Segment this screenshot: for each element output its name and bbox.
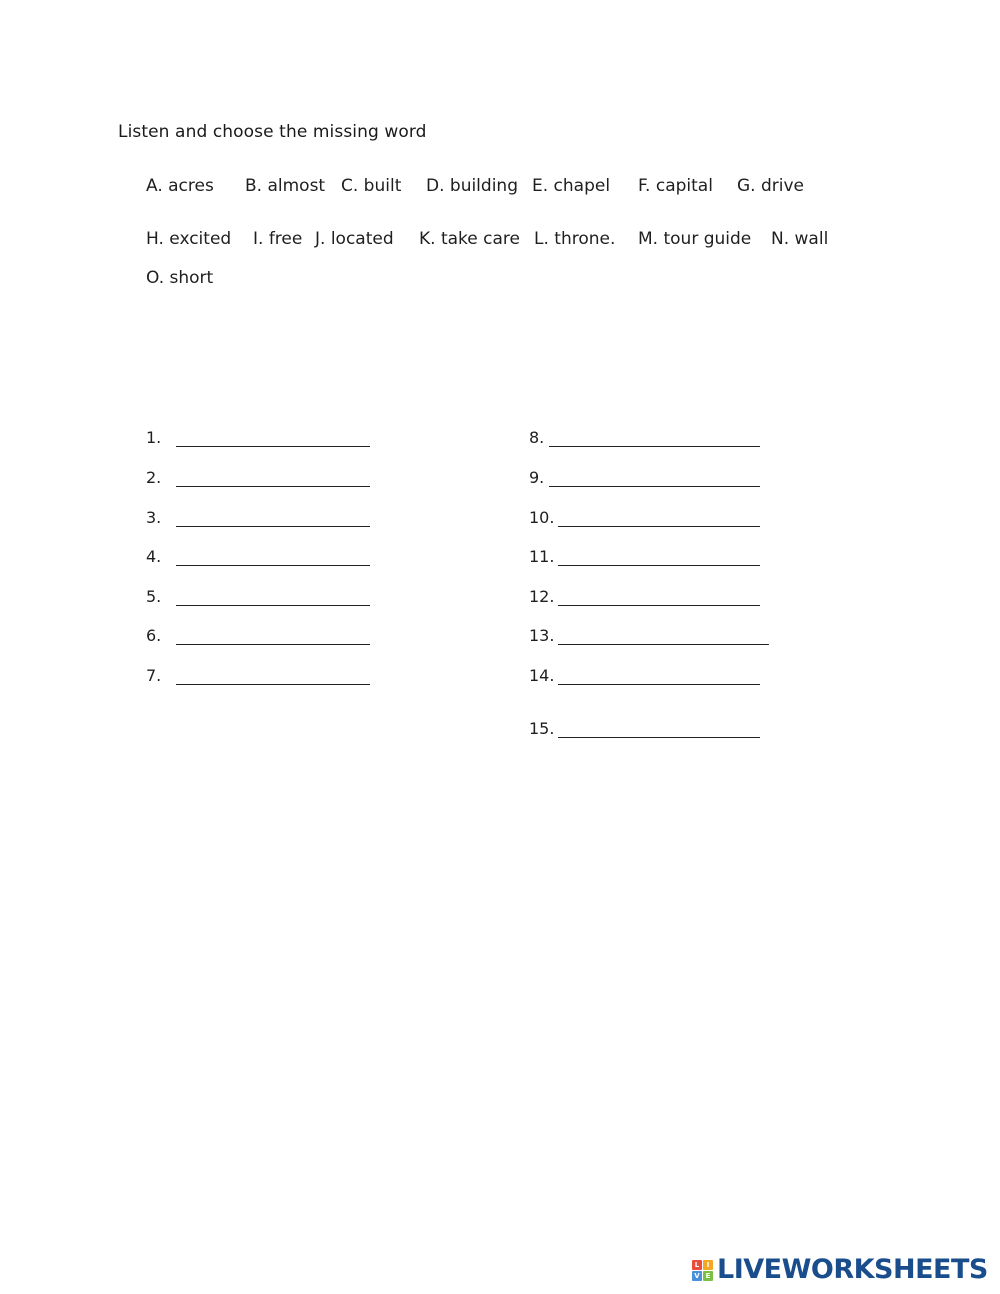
word-bank-item-a: A. acres (146, 176, 214, 196)
answer-blank-14[interactable] (558, 684, 760, 685)
word-bank-item-e: E. chapel (532, 176, 611, 196)
answer-number-1: 1. (146, 428, 162, 447)
answer-blank-9[interactable] (549, 486, 760, 487)
word-bank-item-c: C. built (341, 176, 402, 196)
word-bank-item-l: L. throne. (534, 229, 616, 249)
answer-number-5: 5. (146, 587, 162, 606)
logo-mark-letter: V (692, 1271, 702, 1281)
answer-number-6: 6. (146, 626, 162, 645)
answer-number-2: 2. (146, 468, 162, 487)
word-bank-item-k: K. take care (419, 229, 520, 249)
answer-blank-8[interactable] (549, 446, 760, 447)
answer-blank-2[interactable] (176, 486, 370, 487)
answer-number-12: 12. (529, 587, 555, 606)
answer-number-14: 14. (529, 666, 555, 685)
answer-blank-7[interactable] (176, 684, 370, 685)
answer-blank-6[interactable] (176, 644, 370, 645)
word-bank-item-i: I. free (253, 229, 303, 249)
answer-blank-5[interactable] (176, 605, 370, 606)
word-bank-item-m: M. tour guide (638, 229, 752, 249)
answer-blank-15[interactable] (558, 737, 760, 738)
answer-blank-3[interactable] (176, 526, 370, 527)
answer-number-10: 10. (529, 508, 555, 527)
answer-number-7: 7. (146, 666, 162, 685)
word-bank-item-o: O. short (146, 268, 214, 288)
liveworksheets-logo (692, 1253, 988, 1287)
answer-blank-10[interactable] (558, 526, 760, 527)
answer-number-15: 15. (529, 719, 555, 738)
word-bank-item-b: B. almost (245, 176, 326, 196)
liveworksheets-logo-icon (692, 1260, 713, 1281)
liveworksheets-logo-text: LIVEWORKSHEETS (717, 1254, 988, 1285)
answer-number-9: 9. (529, 468, 545, 487)
answer-number-8: 8. (529, 428, 545, 447)
worksheet-title: Listen and choose the missing word (118, 122, 427, 142)
answer-number-3: 3. (146, 508, 162, 527)
word-bank-item-g: G. drive (737, 176, 805, 196)
answer-number-13: 13. (529, 626, 555, 645)
answer-blank-11[interactable] (558, 565, 760, 566)
answer-blank-13[interactable] (558, 644, 769, 645)
answer-blank-1[interactable] (176, 446, 370, 447)
word-bank-item-n: N. wall (771, 229, 829, 249)
word-bank-item-f: F. capital (638, 176, 713, 196)
logo-mark-letter: L (692, 1260, 702, 1270)
word-bank-item-h: H. excited (146, 229, 232, 249)
answer-blank-12[interactable] (558, 605, 760, 606)
logo-mark-letter: E (703, 1271, 713, 1281)
answer-number-11: 11. (529, 547, 555, 566)
word-bank-item-d: D. building (426, 176, 518, 196)
word-bank-item-j: J. located (315, 229, 394, 249)
answer-number-4: 4. (146, 547, 162, 566)
logo-mark-letter: I (703, 1260, 713, 1270)
answer-blank-4[interactable] (176, 565, 370, 566)
